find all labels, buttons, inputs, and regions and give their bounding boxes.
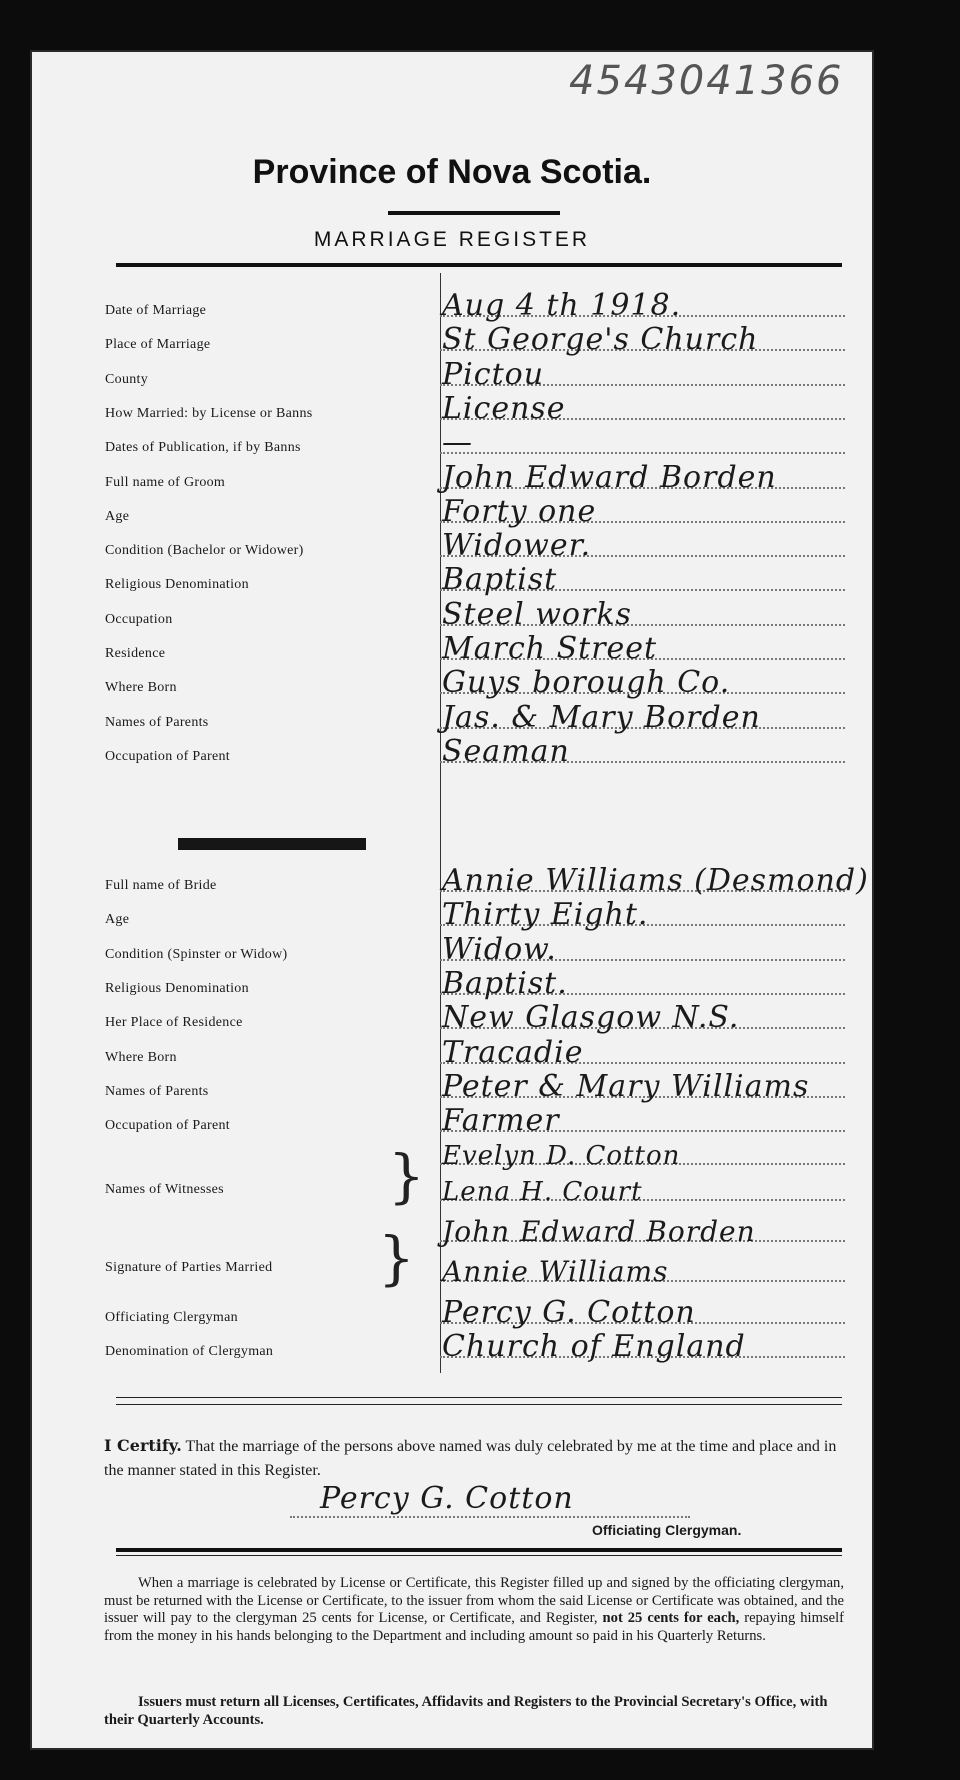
field-value: Guys borough Co. (442, 665, 731, 701)
field-value: Tracadie (442, 1034, 584, 1070)
field-row (105, 358, 845, 392)
field-label: Age (105, 508, 130, 524)
field-label: Names of Parents (105, 1083, 209, 1099)
field-value: Baptist (442, 562, 558, 598)
field-row (105, 529, 845, 563)
field-label: Place of Marriage (105, 337, 211, 353)
field-label: Full name of Bride (105, 878, 217, 893)
field-label: Condition (Bachelor or Widower) (105, 543, 304, 559)
section-separator (178, 838, 366, 850)
field-row (105, 666, 845, 700)
field-label: Religious Denomination (105, 980, 249, 996)
field-label: Occupation of Parent (105, 1118, 230, 1134)
field-value: Aug 4 th 1918. (442, 288, 682, 323)
clergy-signature-line (290, 1481, 690, 1518)
field-label: County (105, 371, 149, 387)
field-value: Church of England (442, 1329, 746, 1364)
field-value: New Glasgow N.S. (442, 1000, 740, 1036)
field-row (105, 1001, 845, 1035)
brace: } (378, 1224, 415, 1292)
field-label: Occupation (105, 611, 173, 627)
certify-body: That the marriage of the persons above named was duly celebrated by me at the time and place and in the manner stated in this Register. (104, 1438, 837, 1479)
field-row (105, 392, 845, 426)
field-row (105, 461, 845, 495)
title-underline (388, 211, 560, 215)
field-row (105, 495, 845, 529)
notice-rule (116, 1555, 842, 1556)
field-row (105, 933, 845, 967)
field-label: Condition (Spinster or Widow) (105, 946, 288, 962)
field-label: Residence (105, 646, 166, 661)
field-row (105, 598, 845, 632)
party-line-1 (105, 1214, 845, 1248)
field-label: Denomination of Clergyman (105, 1344, 274, 1359)
field-row (105, 323, 845, 357)
brace: } (388, 1142, 425, 1210)
field-label: Dates of Publication, if by Banns (105, 440, 301, 456)
form-subtitle: MARRIAGE REGISTER (313, 228, 591, 251)
instructions-paragraph: When a marriage is celebrated by License or Certificate, this Register filled up and signed by the officiating clergyman, must be returned with the License or Certificate, to the issuer from whom the said License or Certificate was obtained, and the issuer will pay to the clergyman 25 cents for License, or Certificate, and Register, not 25 cents for each, repaying himself from the money in his hands belonging to the Department and including amount so paid in his Quarterly Returns. (104, 1575, 844, 1644)
field-value: Farmer (442, 1103, 560, 1139)
field-value: Forty one (442, 493, 597, 529)
section-rule (116, 1404, 842, 1405)
field-row (105, 1036, 845, 1070)
bride-signature: Annie Williams (442, 1255, 669, 1288)
field-row (105, 1070, 845, 1104)
field-label: Names of Parents (105, 714, 209, 730)
fee-emphasis: not 25 cents for each, (602, 1610, 740, 1626)
field-value: John Edward Borden (442, 459, 777, 495)
field-value: Seaman (442, 733, 570, 769)
register-form (32, 52, 872, 1748)
field-row (105, 426, 845, 460)
field-value: Annie Williams (Desmond) (442, 863, 869, 898)
field-value: License (442, 390, 566, 426)
field-value: St George's Church (442, 322, 759, 358)
field-value: Pictou (442, 356, 545, 392)
certify-lead: I Certify. (104, 1436, 182, 1455)
field-value: Widow. (442, 931, 557, 967)
field-value: Thirty Eight. (442, 897, 649, 933)
witness-2-name: Lena H. Court (442, 1177, 643, 1207)
field-row (105, 1104, 845, 1138)
certification-text (104, 1434, 842, 1483)
witness-line-2 (105, 1173, 845, 1207)
field-value: Baptist. (442, 965, 568, 1001)
field-label: Where Born (105, 1049, 177, 1065)
field-row (105, 1296, 845, 1330)
field-row (105, 563, 845, 597)
field-row (105, 898, 845, 932)
field-value: Peter & Mary Williams (442, 1068, 810, 1104)
field-value: Widower. (442, 528, 592, 564)
field-row (105, 1330, 845, 1364)
field-label: Religious Denomination (105, 577, 249, 593)
field-label: Names of Witnesses (105, 1182, 224, 1197)
field-label: Signature of Parties Married (105, 1260, 273, 1275)
field-value: — (442, 425, 473, 461)
footer-instructions: Issuers must return all Licenses, Certificates, Affidavits and Registers to the Provincial Secretary's Office, with their Quarterly Accounts. (104, 1694, 828, 1728)
field-label: Where Born (105, 680, 177, 696)
field-row (105, 967, 845, 1001)
clergy-signature: Percy G. Cotton (320, 1481, 574, 1516)
witness-1-name: Evelyn D. Cotton (442, 1141, 681, 1171)
field-value: Steel works (442, 596, 632, 632)
field-label: Date of Marriage (105, 303, 207, 318)
field-dots (440, 452, 845, 454)
field-row (105, 863, 869, 898)
field-value: Percy G. Cotton (442, 1295, 696, 1330)
field-row (105, 701, 845, 735)
header-rule (116, 263, 842, 267)
field-row (105, 632, 845, 666)
witness-line-1 (105, 1137, 845, 1171)
section-rule (116, 1397, 842, 1398)
field-value: March Street (442, 631, 658, 666)
field-label: Officiating Clergyman (105, 1310, 238, 1325)
reference-number: 4543041366 (569, 58, 844, 104)
notice-rule (116, 1548, 842, 1552)
field-label: Occupation of Parent (105, 748, 230, 764)
field-label: Age (105, 912, 130, 928)
field-value: Jas. & Mary Borden (442, 699, 761, 735)
signature-caption: Officiating Clergyman. (592, 1522, 742, 1538)
party-line-2 (105, 1254, 845, 1288)
field-label: How Married: by License or Banns (105, 405, 313, 421)
field-row (105, 735, 845, 769)
form-title: Province of Nova Scotia. (252, 153, 652, 191)
groom-signature: John Edward Borden (442, 1215, 756, 1248)
field-row (105, 289, 845, 323)
field-label: Full name of Groom (105, 474, 226, 490)
field-label: Her Place of Residence (105, 1015, 243, 1031)
